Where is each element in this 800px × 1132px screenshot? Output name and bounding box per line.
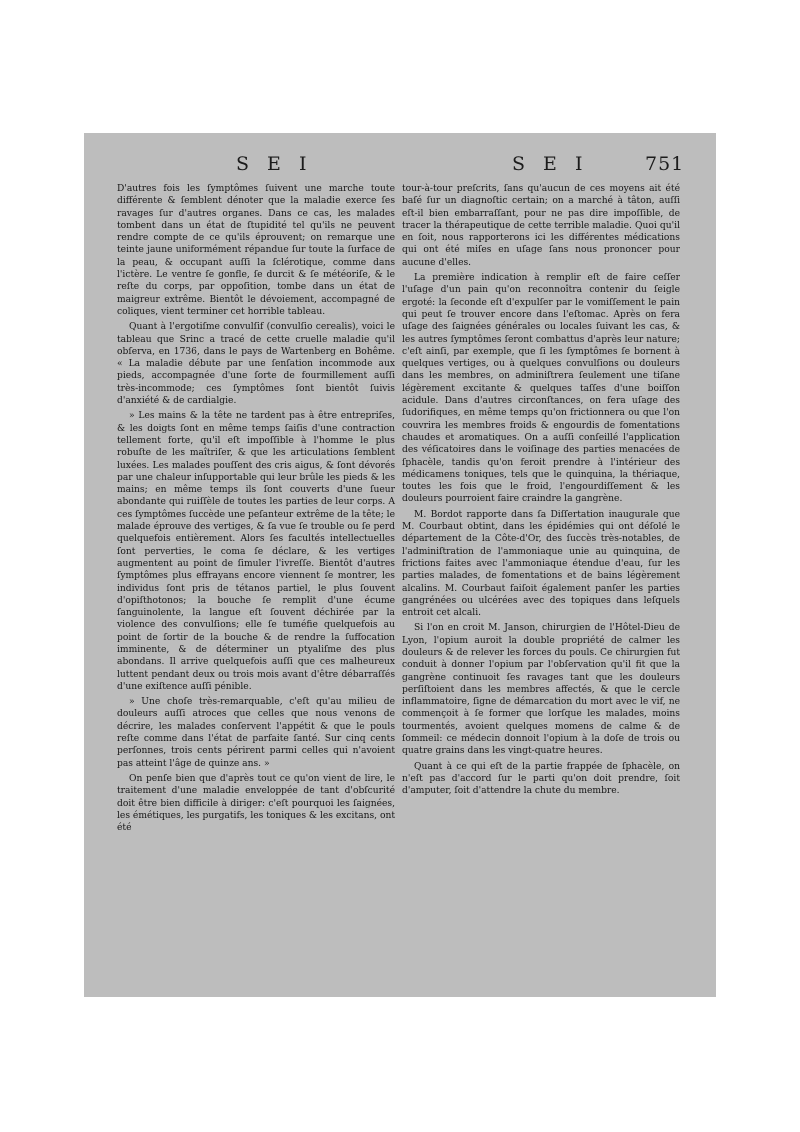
paragraph: tour-à-tour preſcrits, ſans qu'aucun de ces moyens ait été baſé ſur un diagnoſtic certain; on a marché à tâton, auſſi eſt-il bien embarraſſant, pour ne pas dire impoſſible, de tracer la thérapeutique de cette terrible maladie. Quoi qu'il en ſoit, nous rapporterons ici les différentes médications qui ont été miſes en uſage ſans nous prononcer pour aucune d'elles. (402, 184, 680, 268)
right-column (402, 183, 680, 801)
paragraph: D'autres fois les ſymptômes ſuivent une marche toute différente & ſemblent dénoter que la maladie exerce ſes ravages ſur d'autres organes. Dans ce cas, les malades tombent dans un état de ſtupidité tel qu'ils ne peuvent rendre compte de ce qu'ils éprouvent; on remarque une teinte jaune uniformément répandue ſur toute la ſurface de la peau, & occupant auſſi la ſclérotique, comme dans l'ictère. Le ventre ſe gonfle, ſe durcit & ſe météoriſe, & le reſte du corps, par oppoſition, tombe dans un état de maigreur extrême. Bientôt le dévoiement, accompagné de coliques, vient terminer cet horrible tableau. (117, 184, 395, 317)
paragraph: La première indication à remplir eſt de faire ceſſer l'uſage d'un pain qu'on reconnoîtra contenir du ſeigle ergoté: la ſeconde eſt d'expulſer par le vomiſſement le pain qui peut ſe trouver encore dans l'eſtomac. Après on fera uſage des ſaignées générales ou locales ſuivant les cas, & les autres ſymptômes ſeront combattus d'après leur nature; c'eſt ainſi, par exemple, que ſi les ſymptômes ſe bornent à quelques vertiges, ou à quelques convulſions ou douleurs dans les membres, on adminiſtrera ſeulement une tiſane légèrement excitante & quelques taſſes d'une boiſſon acidule. Dans d'autres circonſtances, on fera uſage des ſudorifiques, en même temps qu'on frictionnera ou que l'on couvrira les membres froids & engourdis de fomentations chaudes et aromatiques. On a auſſi conſeillé l'application des véſicatoires dans le voiſinage des parties menacées de ſphacèle, tandis qu'on feroit prendre à l'intérieur des médicamens toniques, tels que le quinquina, la thériaque, toutes les fois que le froid, l'engourdiſſement & les douleurs pourroient faire craindre la gangrène. (402, 273, 680, 505)
paragraph: On penſe bien que d'après tout ce qu'on vient de lire, le traitement d'une maladie enveloppée de tant d'obſcurité doit être bien difficile à diriger: c'eſt pourquoi les ſaignées, les émétiques, les purgatifs, les toniques & les excitans, ont été (117, 773, 395, 834)
paragraph: » Les mains & la tête ne tardent pas à être entrepriſes, & les doigts ſont en même temps ſaiſis d'une contraction tellement forte, qu'il eſt impoſſible à l'homme le plus robuſte de les maîtriſer, & que les articulations ſemblent luxées. Les malades pouſſent des cris aigus, & ſont dévorés par une chaleur inſupportable qui leur brûle les pieds & les mains; en même temps ils ſont couverts d'une ſueur abondante qui ruiſſèle de toutes les parties de leur corps. A ces ſymptômes ſuccède une peſanteur extrême de la tête; le malade éprouve des vertiges, & ſa vue ſe trouble ou ſe perd quelquefois entièrement. Alors ſes facultés intellectuelles ſont perverties, le coma ſe déclare, & les vertiges augmentent au point de ſimuler l'ivreſſe. Bientôt d'autres ſymptômes plus effrayans encore viennent ſe montrer, les individus ſont pris de tétanos partiel, le plus ſouvent d'opiſthotonos; la bouche ſe remplit d'une écume ſanguinolente, la langue eſt ſouvent déchirée par la violence des convulſions; elle ſe tuméfie quelquefois au point de ſortir de la bouche & de rendre la ſuffocation imminente, & de déterminer un ptyaliſme des plus abondans. Il arrive quelquefois auſſi que ces malheureux luttent pendant deux ou trois mois avant d'être débarraſſés d'une exiſtence auſſi pénible. (117, 411, 395, 692)
paragraph: Quant à ce qui eſt de la partie frappée de ſphacèle, on n'eſt pas d'accord ſur le parti qu'on doit prendre, ſoit d'amputer, ſoit d'attendre la chute du membre. (402, 761, 680, 797)
paragraph: Quant à l'ergotiſme convulſif (convulſio cerealis), voici le tableau que Srinc a tracé de cette cruelle maladie qu'il obſerva, en 1736, dans le pays de Wartenberg en Bohême. « La maladie débute par une ſenſation incommode aux pieds, accompagnée d'une ſorte de fourmillement auſſi très-incommode; ces ſymptômes ſont bientôt ſuivis d'anxiété & de cardialgie. (117, 322, 395, 407)
scanned-page (84, 133, 716, 997)
paragraph: » Une choſe très-remarquable, c'eſt qu'au milieu de douleurs auſſi atroces que celles que nous venons de décrire, les malades conſervent l'appétit & que le pouls reſte comme dans l'état de parfaite ſanté. Sur cinq cents perſonnes, trois cents périrent parmi celles qui n'avoient pas atteint l'âge de quinze ans. » (117, 697, 395, 769)
left-column (117, 183, 395, 837)
paragraph: Si l'on en croit M. Janson, chirurgien de l'Hôtel-Dieu de Lyon, l'opium auroit la double propriété de calmer les douleurs & de relever les forces du pouls. Ce chirurgien fut conduit à donner l'opium par l'obſervation qu'il fit que la gangrène continuoit ſes ravages tant que les douleurs perſiſtoient dans les membres affectés, & que le cercle inflammatoire, ſigne de démarcation du mort avec le vif, ne commençoit à ſe former que lorſque les malades, moins tourmentés, avoient quelques momens de calme & de ſommeil: ce médecin donnoit l'opium à la doſe de trois ou quatre grains dans les vingt-quatre heures. (402, 623, 680, 757)
running-head-left: S E I (236, 153, 313, 175)
running-head-right: S E I (512, 153, 589, 175)
paragraph: M. Bordot rapporte dans ſa Diſſertation inaugurale que M. Courbaut obtint, dans les épidémies qui ont déſolé le département de la Côte-d'Or, des ſuccès très-notables, de l'adminiſtration de l'ammoniaque unie au quinquina, de frictions faites avec l'ammoniaque étendue d'eau, ſur les parties malades, de fomentations et de bains légèrement alcalins. M. Courbaut faiſoit également panſer les parties gangrénées ou ulcérées avec des topiques dans leſquels entroit cet alcali. (402, 509, 680, 619)
page-number: 751 (645, 153, 685, 175)
